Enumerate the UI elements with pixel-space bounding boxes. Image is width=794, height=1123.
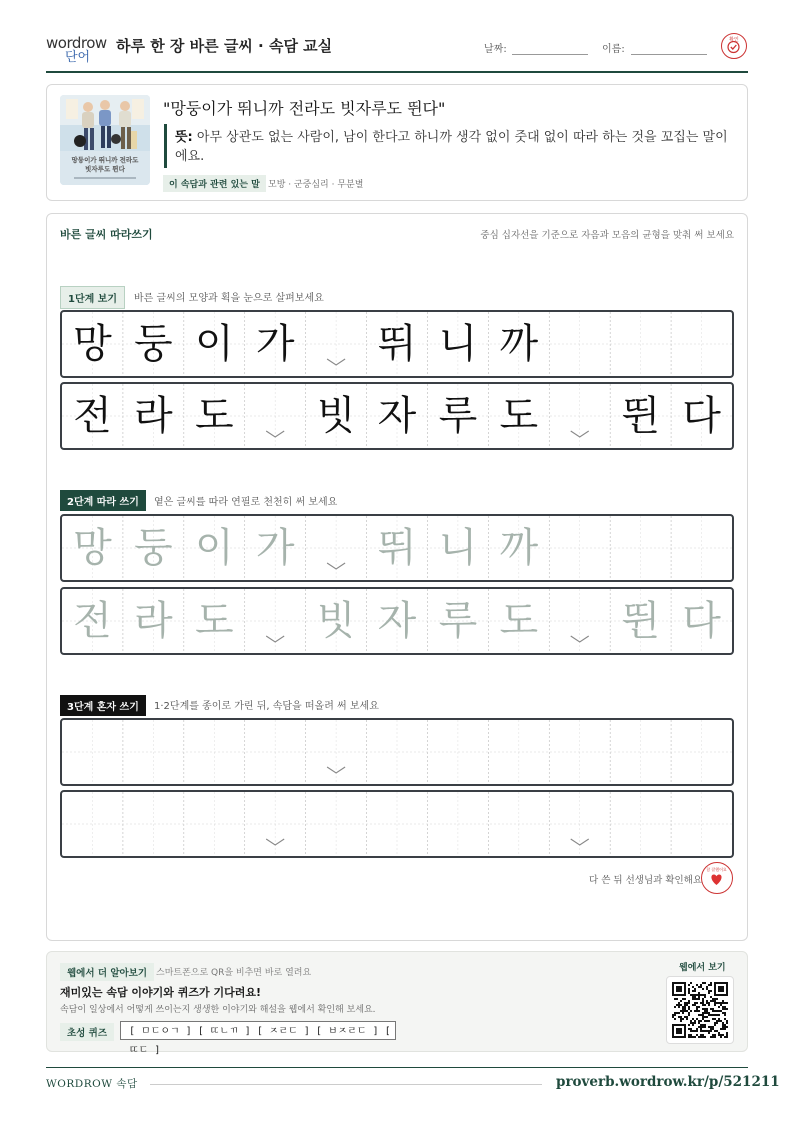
writing-character: 빗 [316,393,356,439]
related-badge: 이 속담과 관련 있는 말 [163,175,266,192]
logo-korean: 단어 [65,50,91,65]
wordrow-logo [46,33,110,63]
writing-character: 다 [682,393,721,439]
step2-row-1[interactable] [60,514,734,582]
date-field[interactable] [512,54,588,55]
writing-grid [62,720,732,784]
step3-badge: 3단계 혼자 쓰기 [60,695,146,716]
writing-character: 전 [73,598,112,644]
heart-icon [711,875,721,886]
page-title: 하루 한 장 바른 글씨 · 속담 교실 [116,37,333,55]
step1-badge: 1단계 보기 [60,286,125,309]
writing-character: 자 [377,598,417,644]
quiz-badge: 초성 퀴즈 [60,1023,114,1041]
check-stamp-icon [721,33,747,59]
writing-character: 루 [438,393,478,439]
step1-row-2 [60,382,734,450]
writing-character: 이 [194,321,234,367]
writing-character: 다 [682,598,721,644]
writing-character: 루 [438,598,478,644]
date-label: 날짜: [484,44,507,55]
writing-character: 라 [134,598,173,644]
name-field[interactable] [631,54,707,55]
writing-character: 뛴 [621,393,660,439]
footer-rule [46,1067,748,1068]
step3-row-2[interactable] [60,790,734,858]
name-label: 이름: [602,44,625,55]
qr-pattern [672,982,728,1038]
step2-badge: 2단계 따라 쓰기 [60,490,146,511]
writing-character: 도 [194,393,234,439]
writing-character: 뛰 [377,525,417,571]
writing-character: 도 [499,598,539,644]
good-job-stamp-icon [701,862,733,894]
writing-character: 이 [194,525,234,571]
writing-character: 둥 [134,321,173,367]
illustration-caption-1: 망둥이가 뛰니까 전라도 [71,156,139,164]
meaning-label: 뜻: [175,130,193,145]
step3-row-1[interactable] [60,718,734,786]
web-badge: 웹에서 더 알아보기 [60,963,154,981]
web-sub: 스마트폰으로 QR을 비추면 바로 열려요 [156,968,312,978]
web-view-label: 웹에서 보기 [679,963,726,973]
footer-brand: WORDROW 속담 [46,1078,138,1090]
header-rule [46,71,748,73]
meaning-accent-bar [164,124,167,168]
practice-title: 바른 글씨 따라쓰기 [60,228,153,241]
step1-desc: 바른 글씨의 모양과 획을 눈으로 살펴보세요 [134,293,324,304]
writing-character: 도 [499,393,539,439]
writing-character: 니 [438,525,478,571]
writing-character: 까 [499,525,539,571]
qr-code-icon[interactable] [666,976,734,1044]
writing-character: 라 [134,393,173,439]
stamp-label: 참 잘했어요 [706,867,727,872]
writing-character: 가 [255,321,295,367]
writing-character: 뛴 [621,598,660,644]
quiz-box: [ ㅁㄷㅇㄱ ] [ ㄸㄴㄲ ] [ ㅈㄹㄷ ] [ ㅂㅈㄹㄷ ] [ ㄸㄷ ] [120,1021,396,1040]
writing-character: 도 [194,598,234,644]
writing-character: 뛰 [377,321,417,367]
step3-desc: 1·2단계를 종이로 가린 뒤, 속담을 떠올려 써 보세요 [154,701,379,712]
checkmark-icon [722,34,745,57]
meaning-text: 아무 상관도 없는 사람이, 남이 한다고 하니까 생각 없이 줏대 없이 따라 하는 것을 꼬집는 말이에요. [175,130,728,164]
related-tags: 모방 · 군중심리 · 무분별 [268,180,364,190]
proverb-meaning [175,128,735,166]
footer-url[interactable]: proverb.wordrow.kr/p/521211 [556,1074,780,1090]
step2-row-2[interactable] [60,587,734,655]
writing-character: 빗 [316,598,356,644]
proverb-illustration [60,95,150,185]
illustration-caption-2: 빗자루도 뛴다 [85,165,125,173]
web-desc: 속담이 일상에서 어떻게 쓰이는지 생생한 이야기와 해설을 웹에서 확인해 보세요. [60,1005,376,1015]
step1-row-1 [60,310,734,378]
teacher-check-note: 다 쓴 뒤 선생님과 확인해요 [589,875,703,886]
proverb-title: "망둥이가 뛰니까 전라도 빗자루도 뛴다" [163,99,446,118]
web-title: 재미있는 속담 이야기와 퀴즈가 기다려요! [60,986,261,999]
writing-character: 까 [499,321,539,367]
writing-character: 망 [73,321,112,367]
practice-note: 중심 십자선을 기준으로 자음과 모음의 균형을 맞춰 써 보세요 [480,230,734,241]
writing-character: 둥 [134,525,173,571]
writing-character: 가 [255,525,295,571]
logo-word: wordrow [46,34,107,52]
step2-desc: 옅은 글씨를 따라 연필로 천천히 써 보세요 [154,497,338,508]
writing-character: 니 [438,321,478,367]
writing-character: 자 [377,393,417,439]
stamp-text: 확인 [729,37,739,43]
footer-divider [150,1084,542,1085]
writing-character: 망 [73,525,112,571]
writing-character: 전 [73,393,112,439]
writing-grid [62,792,732,856]
